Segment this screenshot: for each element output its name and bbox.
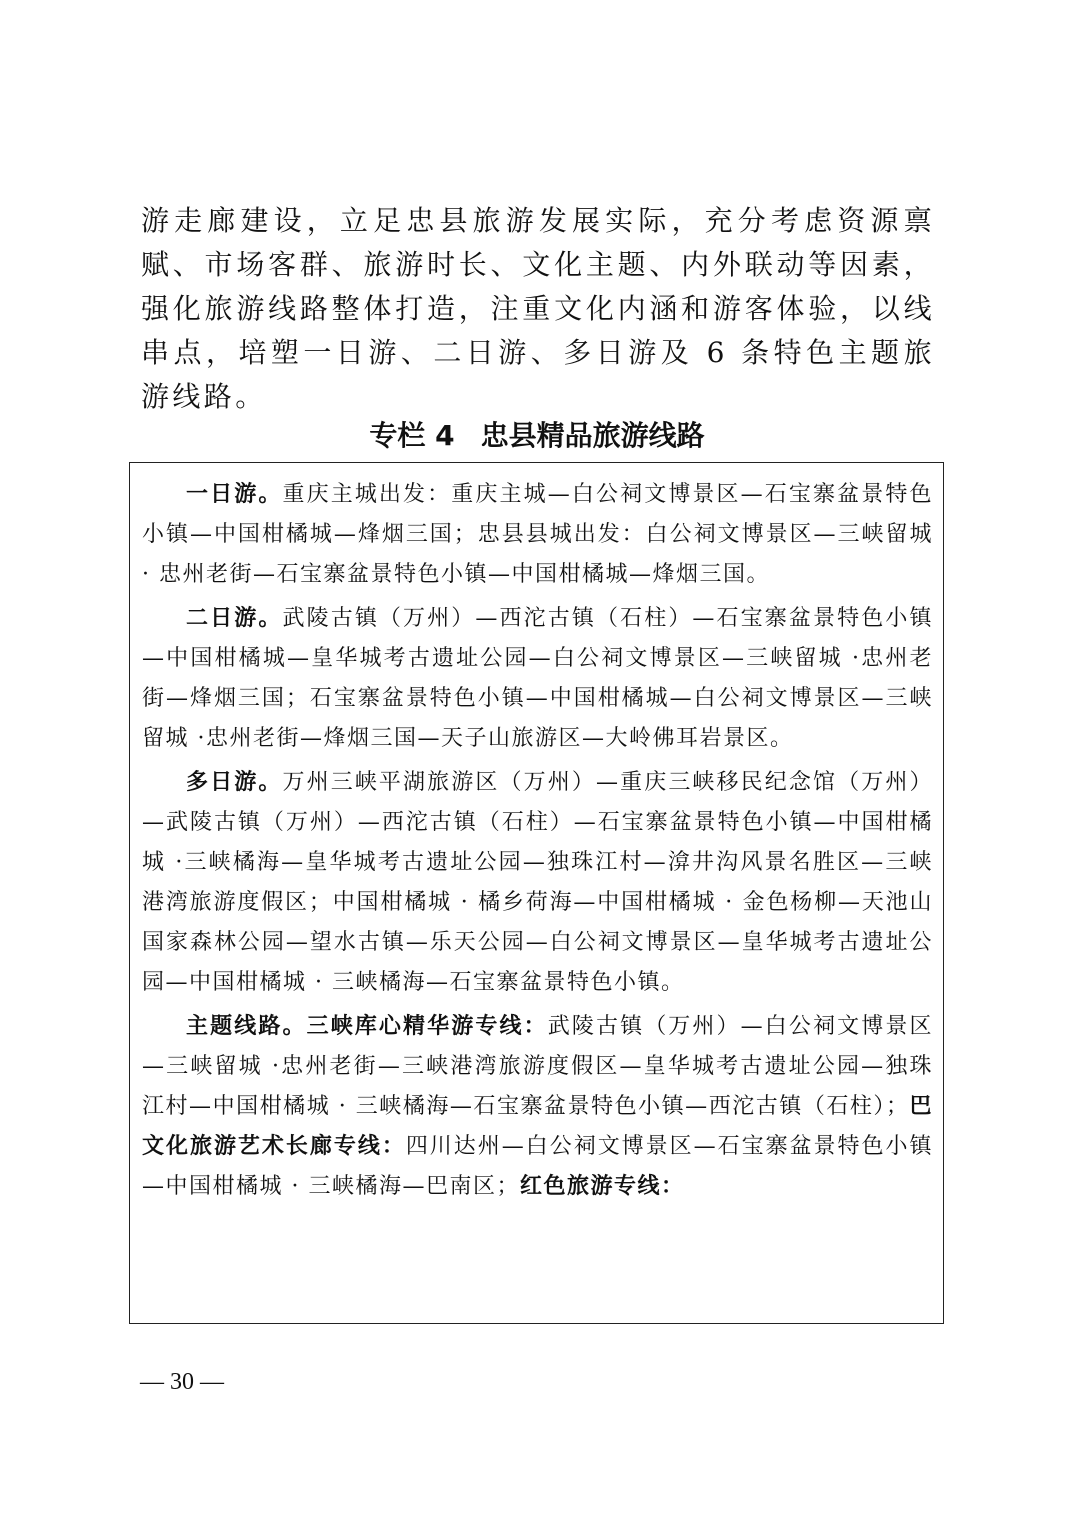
- box-title: [0, 414, 1074, 458]
- day2-paragraph: [142, 599, 933, 759]
- day1-text: 重庆主城出发：重庆主城—白公祠文博景区—石宝寨盆景特色小镇—中国柑橘城—烽烟三国；忠县县城出发：白公祠文博景区—三峡留城 · 忠州老街—石宝寨盆景特色小镇—中国柑橘城—烽烟三国。: [142, 482, 933, 587]
- route1-name: 三峡库心精华游专线：: [306, 1014, 548, 1039]
- feature-box: [129, 462, 944, 1324]
- page-number: — 30 —: [140, 1369, 224, 1395]
- box-title-prefix: 专栏 4: [369, 419, 455, 452]
- route2-name: 巴文化旅游艺术长廊专线：: [142, 1094, 933, 1159]
- route2-text: 四川达州—白公祠文博景区—石宝寨盆景特色小镇—中国柑橘城 · 三峡橘海—巴南区；: [142, 1134, 933, 1199]
- multi-day-label: 多日游。: [186, 770, 283, 795]
- day2-label: 二日游。: [186, 606, 283, 631]
- themes-paragraph: [142, 1007, 933, 1207]
- day1-paragraph: [142, 475, 933, 595]
- box-title-text: 忠县精品旅游线路: [480, 419, 705, 452]
- multi-day-paragraph: [142, 763, 933, 1003]
- intro-paragraph: 游走廊建设，立足忠县旅游发展实际，充分考虑资源禀赋、市场客群、旅游时长、文化主题、内外联动等因素，强化旅游线路整体打造，注重文化内涵和游客体验，以线串点，培塑一日游、二日游、多日游及 6 条特色主题旅游线路。: [141, 204, 935, 413]
- multi-day-text: 万州三峡平湖旅游区（万州）—重庆三峡移民纪念馆（万州）—武陵古镇（万州）—西沱古镇（石柱）—石宝寨盆景特色小镇—中国柑橘城 ·三峡橘海—皇华城考古遗址公园—独珠江村—渰井沟风景名胜区—三峡港湾旅游度假区；中国柑橘城 · 橘乡荷海—中国柑橘城 · 金色杨柳—天池山国家森林公园—望水古镇—乐天公园—白公祠文博景区—皇华城考古遗址公园—中国柑橘城 · 三峡橘海—石宝寨盆景特色小镇。: [142, 770, 933, 995]
- day2-text: 武陵古镇（万州）—西沱古镇（石柱）—石宝寨盆景特色小镇—中国柑橘城—皇华城考古遗址公园—白公祠文博景区—三峡留城 ·忠州老街—烽烟三国；石宝寨盆景特色小镇—中国柑橘城—白公祠文博景区—三峡留城 ·忠州老街—烽烟三国—天子山旅游区—大岭佛耳岩景区。: [142, 606, 933, 751]
- day1-label: 一日游。: [186, 482, 283, 507]
- route1-text: 武陵古镇（万州）—白公祠文博景区—三峡留城 ·忠州老街—三峡港湾旅游度假区—皇华城考古遗址公园—独珠江村—中国柑橘城 · 三峡橘海—石宝寨盆景特色小镇—西沱古镇（石柱）；: [142, 1014, 933, 1119]
- themes-label: 主题线路。: [186, 1014, 307, 1039]
- route3-name: 红色旅游专线：: [519, 1174, 685, 1199]
